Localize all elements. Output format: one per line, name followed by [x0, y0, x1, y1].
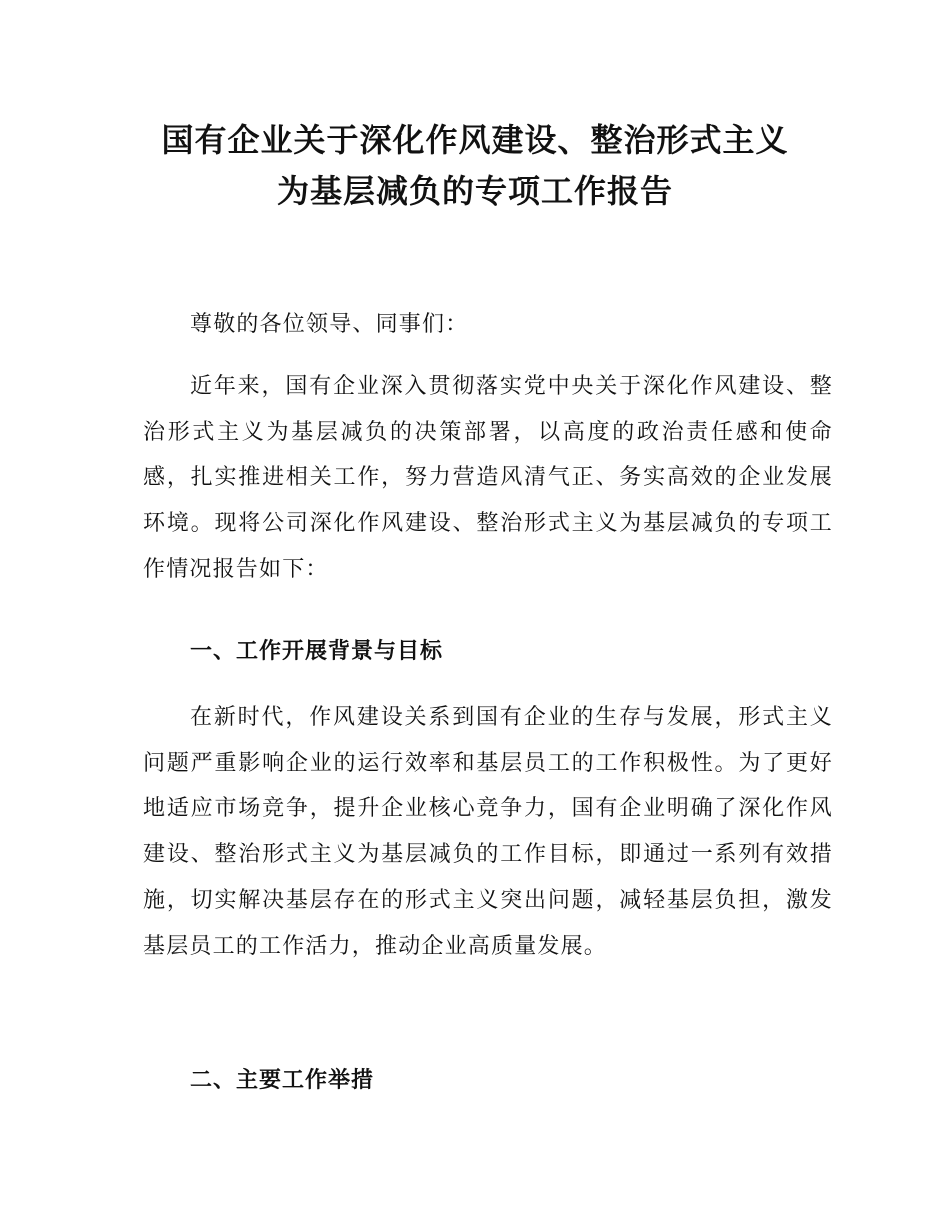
- section-heading-measures: 二、主要工作举措: [190, 1068, 375, 1093]
- document-title-line-1: 国有企业关于深化作风建设、整治形式主义: [161, 121, 789, 159]
- intro-paragraph: 近年来，国有企业深入贯彻落实党中央关于深化作风建设、整治形式主义为基层减负的决策部署，以高度的政治责任感和使命感，扎实推进相关工作，努力营造风清气正、务实高效的企业发展环境。现将公司深化作风建设、整治形式主义为基层减负的专项工作情况报告如下：: [143, 374, 833, 582]
- background-paragraph: 在新时代，作风建设关系到国有企业的生存与发展，形式主义问题严重影响企业的运行效率和基层员工的工作积极性。为了更好地适应市场竞争，提升企业核心竞争力，国有企业明确了深化作风建设、整治形式主义为基层减负的工作目标，即通过一系列有效措施，切实解决基层存在的形式主义突出问题，减轻基层负担，激发基层员工的工作活力，推动企业高质量发展。: [143, 705, 833, 959]
- document-title-line-2: 为基层减负的专项工作报告: [276, 172, 673, 210]
- greeting: 尊敬的各位领导、同事们：: [190, 312, 469, 337]
- section-heading-background: 一、工作开展背景与目标: [190, 639, 444, 664]
